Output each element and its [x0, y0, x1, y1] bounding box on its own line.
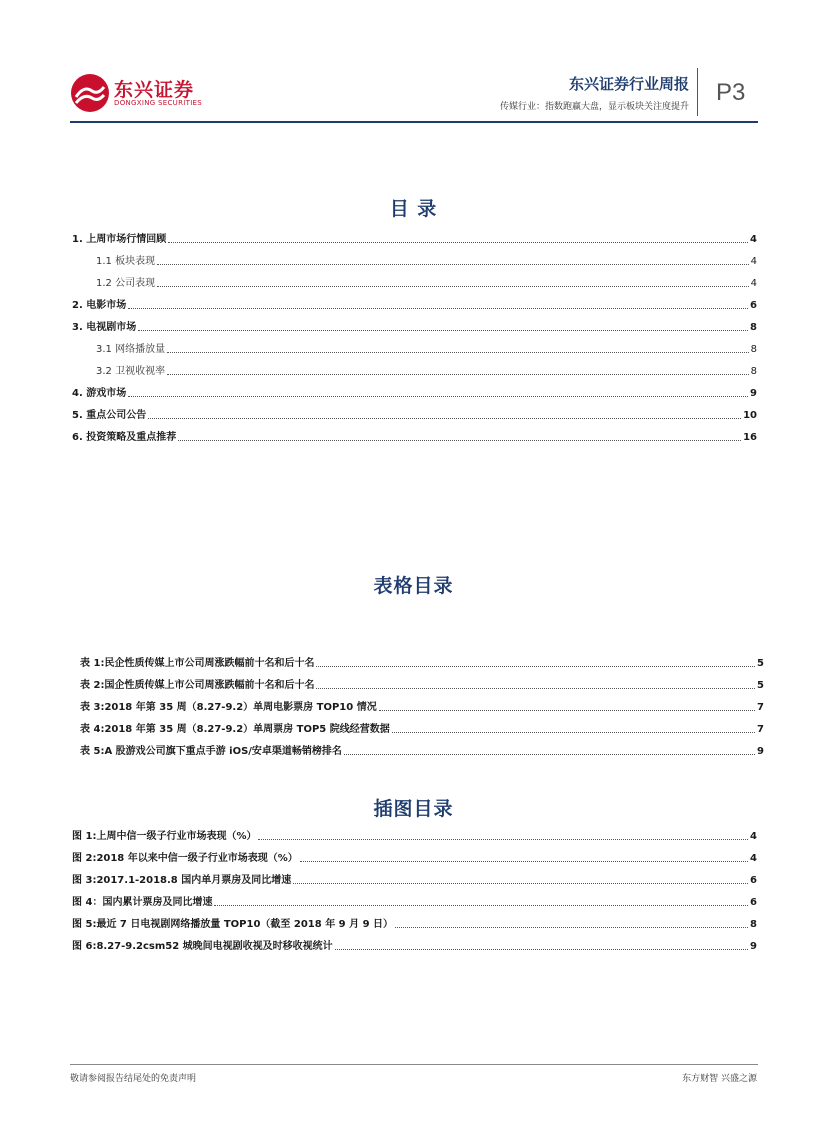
- toc-leader-dots: [316, 687, 755, 689]
- toc-item[interactable]: [72, 294, 757, 312]
- toc-item-page: 4: [750, 278, 757, 289]
- toc-leader-dots: [128, 307, 748, 309]
- page-header: [0, 0, 827, 130]
- toc-leader-dots: [157, 285, 749, 287]
- toc-item-page: 4: [750, 256, 757, 267]
- toc-leader-dots: [392, 731, 755, 733]
- table-toc-item-page: 7: [757, 724, 764, 735]
- toc-item-label: 1.2 公司表现: [96, 278, 156, 289]
- figure-toc-item-page: 6: [750, 897, 757, 908]
- toc-item-page: 6: [750, 300, 757, 311]
- page-number: P3: [716, 79, 746, 106]
- figure-toc-item-page: 6: [750, 875, 757, 886]
- toc-leader-dots: [214, 904, 748, 906]
- logo-text-cn: 东兴证券: [114, 79, 195, 101]
- toc-item[interactable]: [72, 338, 757, 356]
- table-toc-item[interactable]: [80, 674, 764, 692]
- figure-toc-item-page: 9: [750, 941, 757, 952]
- toc-item[interactable]: [72, 316, 757, 334]
- table-toc-item[interactable]: [80, 652, 764, 670]
- toc-item-label: 3.2 卫视收视率: [96, 366, 166, 377]
- figure-toc-item[interactable]: [72, 935, 757, 953]
- figure-toc-item-label: 图 3:2017.1-2018.8 国内单月票房及同比增速: [72, 875, 292, 886]
- figure-toc-item[interactable]: [72, 913, 757, 931]
- toc-item[interactable]: [72, 228, 757, 246]
- figure-toc-item-label: 图 1:上周中信一级子行业市场表现（%）: [72, 831, 257, 842]
- footer-disclaimer: 敬请参阅报告结尾处的免责声明: [70, 1074, 197, 1084]
- toc-leader-dots: [148, 417, 741, 419]
- toc-item[interactable]: [72, 382, 757, 400]
- figure-toc-item-label: 图 6:8.27-9.2csm52 城晚间电视剧收视及时移收视统计: [72, 941, 333, 952]
- table-toc-item-page: 5: [757, 680, 764, 691]
- toc-item[interactable]: [72, 404, 757, 422]
- toc-item-page: 9: [750, 388, 757, 399]
- figure-toc-item-label: 图 5:最近 7 日电视剧网络播放量 TOP10（截至 2018 年 9 月 9 日）: [72, 919, 394, 930]
- logo-mark-icon: [70, 73, 110, 113]
- toc-item-page: 8: [750, 322, 757, 333]
- table-toc-item[interactable]: [80, 740, 764, 758]
- logo-text-en: DONGXING SECURITIES: [114, 99, 203, 107]
- report-subtitle: 传媒行业：指数跑赢大盘，显示板块关注度提升: [499, 102, 689, 112]
- footer-slogan: 东方财智 兴盛之源: [682, 1074, 757, 1084]
- header-divider: [697, 68, 698, 116]
- toc-item-page: 8: [750, 366, 757, 377]
- tables-toc-title: 表格目录: [373, 575, 454, 597]
- toc-leader-dots: [138, 329, 748, 331]
- toc-item-label: 3.1 网络播放量: [96, 344, 166, 355]
- footer-rule: [70, 1064, 758, 1065]
- table-toc-item[interactable]: [80, 696, 764, 714]
- report-title: 东兴证券行业周报: [568, 75, 689, 93]
- company-logo: [70, 73, 220, 113]
- toc-item[interactable]: [72, 250, 757, 268]
- toc-item[interactable]: [72, 272, 757, 290]
- figure-toc-item[interactable]: [72, 869, 757, 887]
- table-toc-item-label: 表 5:A 股游戏公司旗下重点手游 iOS/安卓渠道畅销榜排名: [80, 746, 342, 757]
- toc-leader-dots: [178, 439, 741, 441]
- table-toc-item-label: 表 1:民企性质传媒上市公司周涨跌幅前十名和后十名: [80, 658, 315, 669]
- toc-item-label: 2. 电影市场: [72, 300, 127, 311]
- toc-item-page: 4: [750, 234, 757, 245]
- figure-toc-item-page: 4: [750, 831, 757, 842]
- toc-item-page: 10: [743, 410, 757, 421]
- toc-item-page: 8: [750, 344, 757, 355]
- figure-toc-item-page: 4: [750, 853, 757, 864]
- toc-item-label: 5. 重点公司公告: [72, 410, 147, 421]
- toc-leader-dots: [335, 948, 748, 950]
- toc-leader-dots: [316, 665, 755, 667]
- header-rule: [70, 121, 758, 123]
- figures-toc-title: 插图目录: [373, 798, 454, 820]
- toc-leader-dots: [344, 753, 755, 755]
- table-toc-item-label: 表 2:国企性质传媒上市公司周涨跌幅前十名和后十名: [80, 680, 315, 691]
- table-toc-item[interactable]: [80, 718, 764, 736]
- toc-item-page: 16: [743, 432, 757, 443]
- toc-leader-dots: [300, 860, 748, 862]
- toc-item[interactable]: [72, 360, 757, 378]
- toc-item-label: 1.1 板块表现: [96, 256, 156, 267]
- figure-toc-item-page: 8: [750, 919, 757, 930]
- toc-leader-dots: [128, 395, 748, 397]
- toc-leader-dots: [167, 373, 749, 375]
- table-toc-item-page: 7: [757, 702, 764, 713]
- toc-item-label: 4. 游戏市场: [72, 388, 127, 399]
- toc-leader-dots: [258, 838, 748, 840]
- table-toc-item-label: 表 4:2018 年第 35 周（8.27-9.2）单周票房 TOP5 院线经营数据: [80, 724, 390, 735]
- toc-item-label: 1. 上周市场行情回顾: [72, 234, 167, 245]
- toc-leader-dots: [395, 926, 748, 928]
- figure-toc-item[interactable]: [72, 891, 757, 909]
- toc-item[interactable]: [72, 426, 757, 444]
- figure-toc-item-label: 图 2:2018 年以来中信一级子行业市场表现（%）: [72, 853, 298, 864]
- figure-toc-item[interactable]: [72, 847, 757, 865]
- table-toc-item-label: 表 3:2018 年第 35 周（8.27-9.2）单周电影票房 TOP10 情况: [80, 702, 377, 713]
- toc-title: 目 录: [389, 198, 438, 220]
- toc-leader-dots: [293, 882, 748, 884]
- figure-toc-item-label: 图 4：国内累计票房及同比增速: [72, 897, 213, 908]
- table-toc-item-page: 9: [757, 746, 764, 757]
- toc-leader-dots: [167, 351, 749, 353]
- toc-leader-dots: [379, 709, 755, 711]
- toc-item-label: 6. 投资策略及重点推荐: [72, 432, 177, 443]
- toc-item-label: 3. 电视剧市场: [72, 322, 137, 333]
- toc-leader-dots: [157, 263, 749, 265]
- toc-leader-dots: [168, 241, 748, 243]
- figure-toc-item[interactable]: [72, 825, 757, 843]
- table-toc-item-page: 5: [757, 658, 764, 669]
